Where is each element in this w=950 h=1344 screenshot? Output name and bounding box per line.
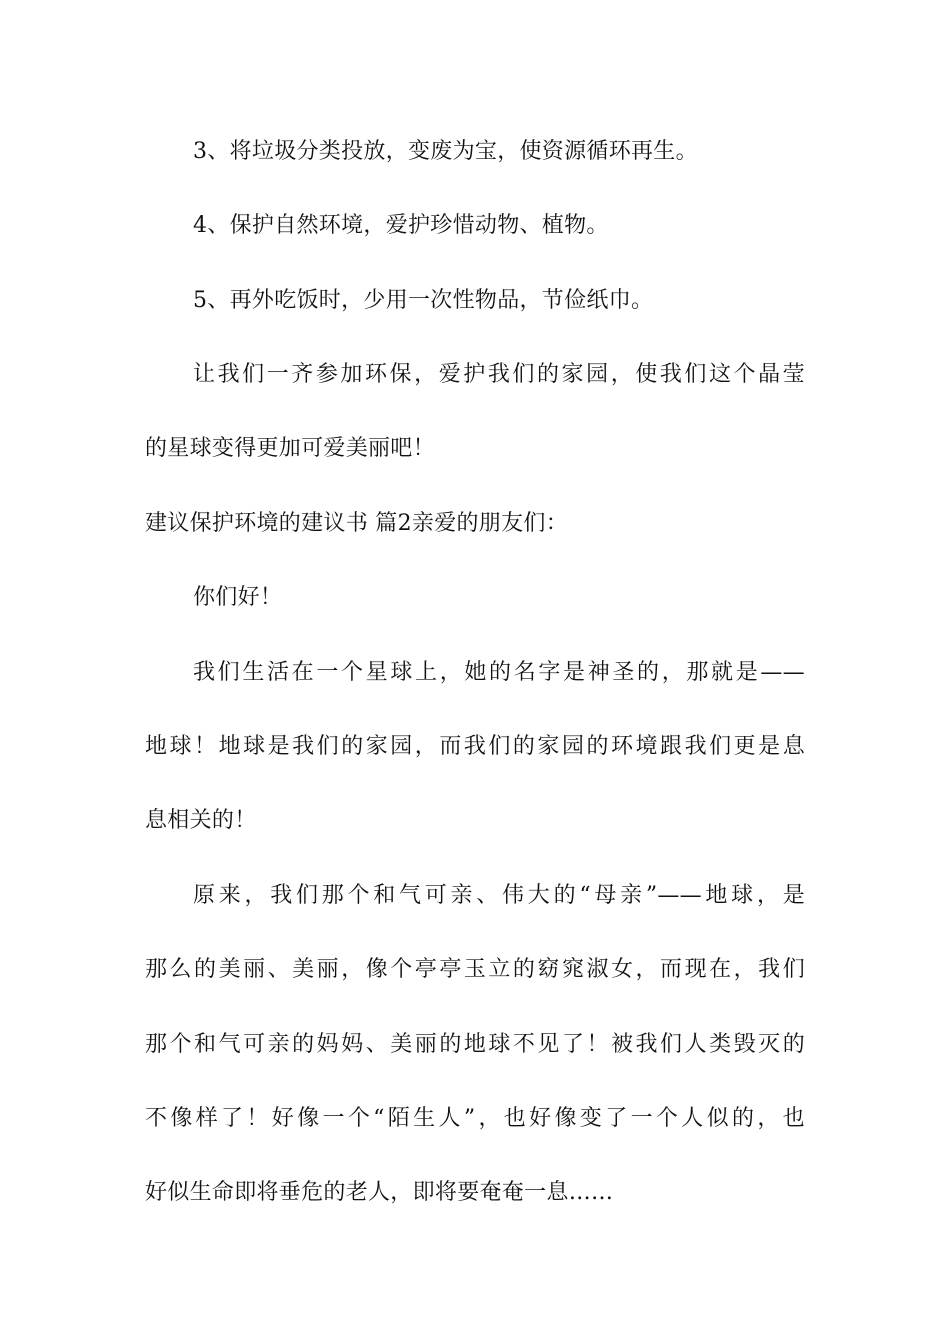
text-line-item-5: 5、再外吃饭时，少用一次性物品，节俭纸巾。 [193,288,654,313]
text-line-paragraph-2-4: 不像样了！好像一个“陌生人”，也好像变了一个人似的，也 [145,1106,805,1131]
text-line-item-3: 3、将垃圾分类投放，变废为宝，使资源循环再生。 [193,139,698,164]
text-line-paragraph-1-1: 我们生活在一个星球上，她的名字是神圣的，那就是—— [193,660,805,685]
text-line-greeting: 你们好！ [193,585,283,610]
text-line-paragraph-2-3: 那个和气可亲的妈妈、美丽的地球不见了！被我们人类毁灭的 [145,1032,805,1057]
text-line-paragraph-1-2: 地球！地球是我们的家园，而我们的家园的环境跟我们更是息 [145,734,805,759]
text-line-closing-2: 的星球变得更加可爱美丽吧！ [145,436,435,461]
text-line-paragraph-2-5: 好似生命即将垂危的老人，即将要奄奄一息…… [145,1180,614,1205]
text-line-paragraph-2-2: 那么的美丽、美丽，像个亭亭玉立的窈窕淑女，而现在，我们 [145,957,805,982]
text-line-closing-1: 让我们一齐参加环保，爱护我们的家园，使我们这个晶莹 [193,362,805,387]
text-line-paragraph-2-1: 原来，我们那个和气可亲、伟大的“母亲”——地球，是 [193,883,805,908]
text-line-item-4: 4、保护自然环境，爱护珍惜动物、植物。 [193,213,609,238]
text-line-paragraph-1-3: 息相关的！ [145,808,257,833]
section-heading: 建议保护环境的建议书 篇2亲爱的朋友们： [145,511,568,536]
